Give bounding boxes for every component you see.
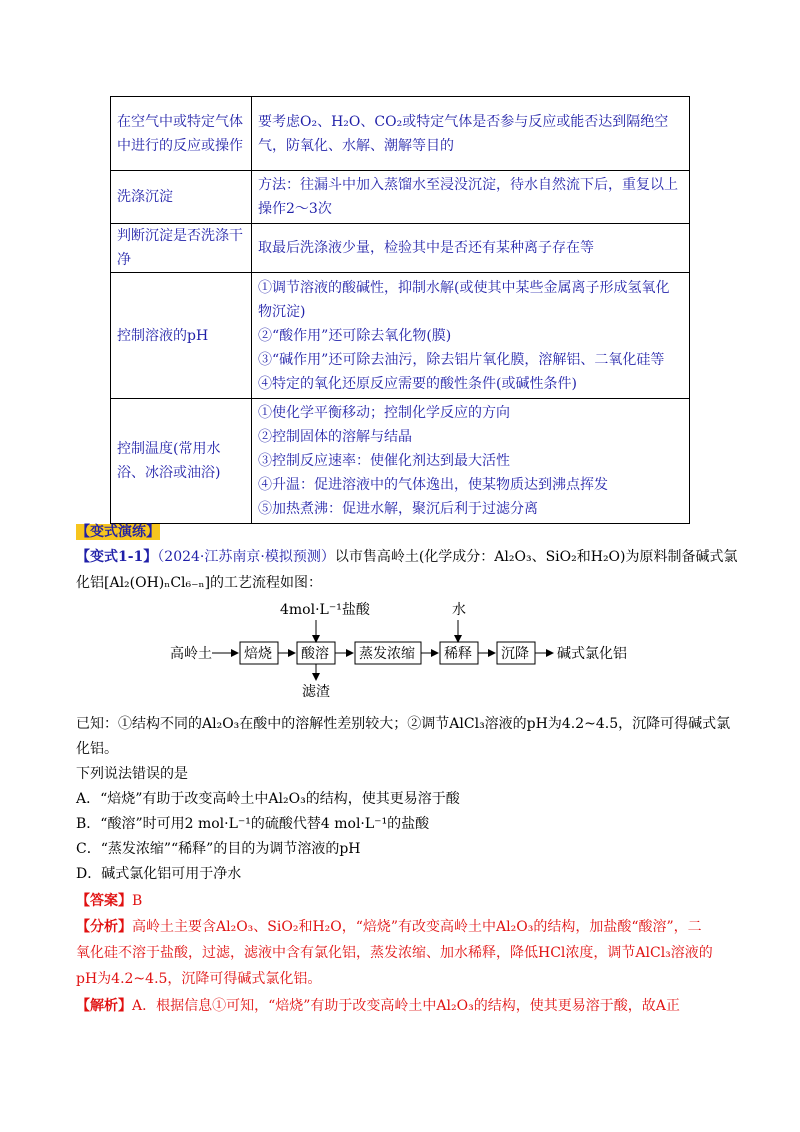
question-label: 【变式1-1】 bbox=[76, 549, 158, 565]
acid-input-label: 4mol·L⁻¹盐酸 bbox=[280, 602, 370, 618]
option-a: A．“焙烧”有助于改变高岭土中Al₂O₃的结构，使其更易溶于酸 bbox=[76, 791, 460, 807]
explanation-line bbox=[76, 994, 680, 1018]
answer-line bbox=[76, 889, 142, 913]
row-line: ②控制固体的溶解与结晶 bbox=[258, 429, 412, 445]
explanation-label: 【解析】 bbox=[76, 998, 132, 1014]
row-value bbox=[252, 399, 690, 524]
explanation-text: A．根据信息①可知，“焙烧”有助于改变高岭土中Al₂O₃的结构，使其更易溶于酸，故A正 bbox=[132, 998, 680, 1014]
option-d: D．碱式氯化铝可用于净水 bbox=[76, 866, 242, 882]
row-value: 取最后洗涤液少量，检验其中是否还有某种离子存在等 bbox=[252, 224, 690, 273]
row-line: ⑤加热煮沸：促进水解，聚沉后利于过滤分离 bbox=[258, 501, 538, 517]
analysis-text: 高岭土主要含Al₂O₃、SiO₂和H₂O，“焙烧”有改变高岭土中Al₂O₃的结构，加盐酸“酸溶”，二 bbox=[132, 919, 702, 935]
row-line: ④升温：促进溶液中的气体逸出，使某物质达到沸点挥发 bbox=[258, 477, 608, 493]
table-row bbox=[111, 399, 690, 524]
conditions-table bbox=[110, 96, 690, 524]
analysis-line-3: pH为4.2~4.5，沉降可得碱式氯化铝。 bbox=[76, 971, 322, 987]
question-stem-line-2: 化铝[Al₂(OH)ₙCl₆₋ₙ]的工艺流程如图： bbox=[76, 575, 323, 591]
step-label: 沉降 bbox=[501, 646, 529, 662]
row-line: ①调节溶液的酸碱性，抑制水解(或使其中某些金属离子形成氢氧化物沉淀) bbox=[258, 279, 670, 320]
answer-value: B bbox=[132, 893, 143, 909]
option-b: B．“酸溶”时可用2 mol·L⁻¹的硫酸代替4 mol·L⁻¹的盐酸 bbox=[76, 816, 430, 832]
answer-label: 【答案】 bbox=[76, 893, 132, 909]
row-key: 判断沉淀是否洗涤干净 bbox=[111, 224, 252, 273]
option-c: C．“蒸发浓缩”“稀释”的目的为调节溶液的pH bbox=[76, 841, 361, 857]
section-title bbox=[76, 520, 160, 544]
row-line: ④特定的氧化还原反应需要的酸性条件(或碱性条件) bbox=[258, 375, 577, 392]
row-value: 要考虑O₂、H₂O、CO₂或特定气体是否参与反应或能否达到隔绝空气，防氧化、水解、潮解等目的 bbox=[252, 97, 690, 171]
question-stem-line-1 bbox=[76, 545, 738, 569]
table-row bbox=[111, 224, 690, 273]
analysis-line-2: 氧化硅不溶于盐酸，过滤，滤液中含有氯化铝，蒸发浓缩、加水稀释，降低HCl浓度，调节AlCl₃溶液的 bbox=[76, 945, 713, 961]
row-line: ①使化学平衡移动；控制化学反应的方向 bbox=[258, 405, 510, 421]
row-key: 控制溶液的pH bbox=[111, 273, 252, 399]
step-label: 蒸发浓缩 bbox=[359, 646, 415, 662]
known-line-1: 已知：①结构不同的Al₂O₃在酸中的溶解性差别较大；②调节AlCl₃溶液的pH为4.2~4.5，沉降可得碱式氯 bbox=[76, 716, 731, 732]
table-row bbox=[111, 97, 690, 171]
water-input-label: 水 bbox=[452, 602, 466, 618]
analysis-line-1 bbox=[76, 915, 702, 939]
row-key: 在空气中或特定气体中进行的反应或操作 bbox=[111, 97, 252, 171]
row-key: 洗涤沉淀 bbox=[111, 171, 252, 224]
row-key: 控制温度(常用水浴、冰浴或油浴) bbox=[111, 399, 252, 524]
step-label: 焙烧 bbox=[244, 646, 272, 662]
row-line: ③控制反应速率：使催化剂达到最大活性 bbox=[258, 453, 510, 469]
step-label: 酸溶 bbox=[301, 646, 329, 662]
section-title-text: 【变式演练】 bbox=[76, 524, 160, 540]
table-row bbox=[111, 273, 690, 399]
question-ask: 下列说法错误的是 bbox=[76, 766, 188, 782]
question-source: （2024·江苏南京·模拟预测） bbox=[157, 549, 335, 565]
flow-end: 碱式氯化铝 bbox=[557, 646, 627, 662]
known-line-2: 化铝。 bbox=[76, 741, 118, 757]
flow-start: 高岭土 bbox=[170, 646, 212, 662]
row-value bbox=[252, 273, 690, 399]
row-line: ③“碱作用”还可除去油污，除去铝片氧化膜，溶解铝、二氧化硅等 bbox=[258, 351, 665, 368]
analysis-label: 【分析】 bbox=[76, 919, 132, 935]
table-row bbox=[111, 171, 690, 224]
process-flow-diagram bbox=[160, 596, 640, 706]
residue-label: 滤渣 bbox=[302, 684, 330, 700]
row-value: 方法：往漏斗中加入蒸馏水至浸没沉淀，待水自然流下后，重复以上操作2～3次 bbox=[252, 171, 690, 224]
step-label: 稀释 bbox=[444, 646, 472, 662]
row-line: ②“酸作用”还可除去氧化物(膜) bbox=[258, 327, 452, 344]
question-stem: 以市售高岭土(化学成分：Al₂O₃、SiO₂和H₂O)为原料制备碱式氯 bbox=[334, 549, 738, 565]
